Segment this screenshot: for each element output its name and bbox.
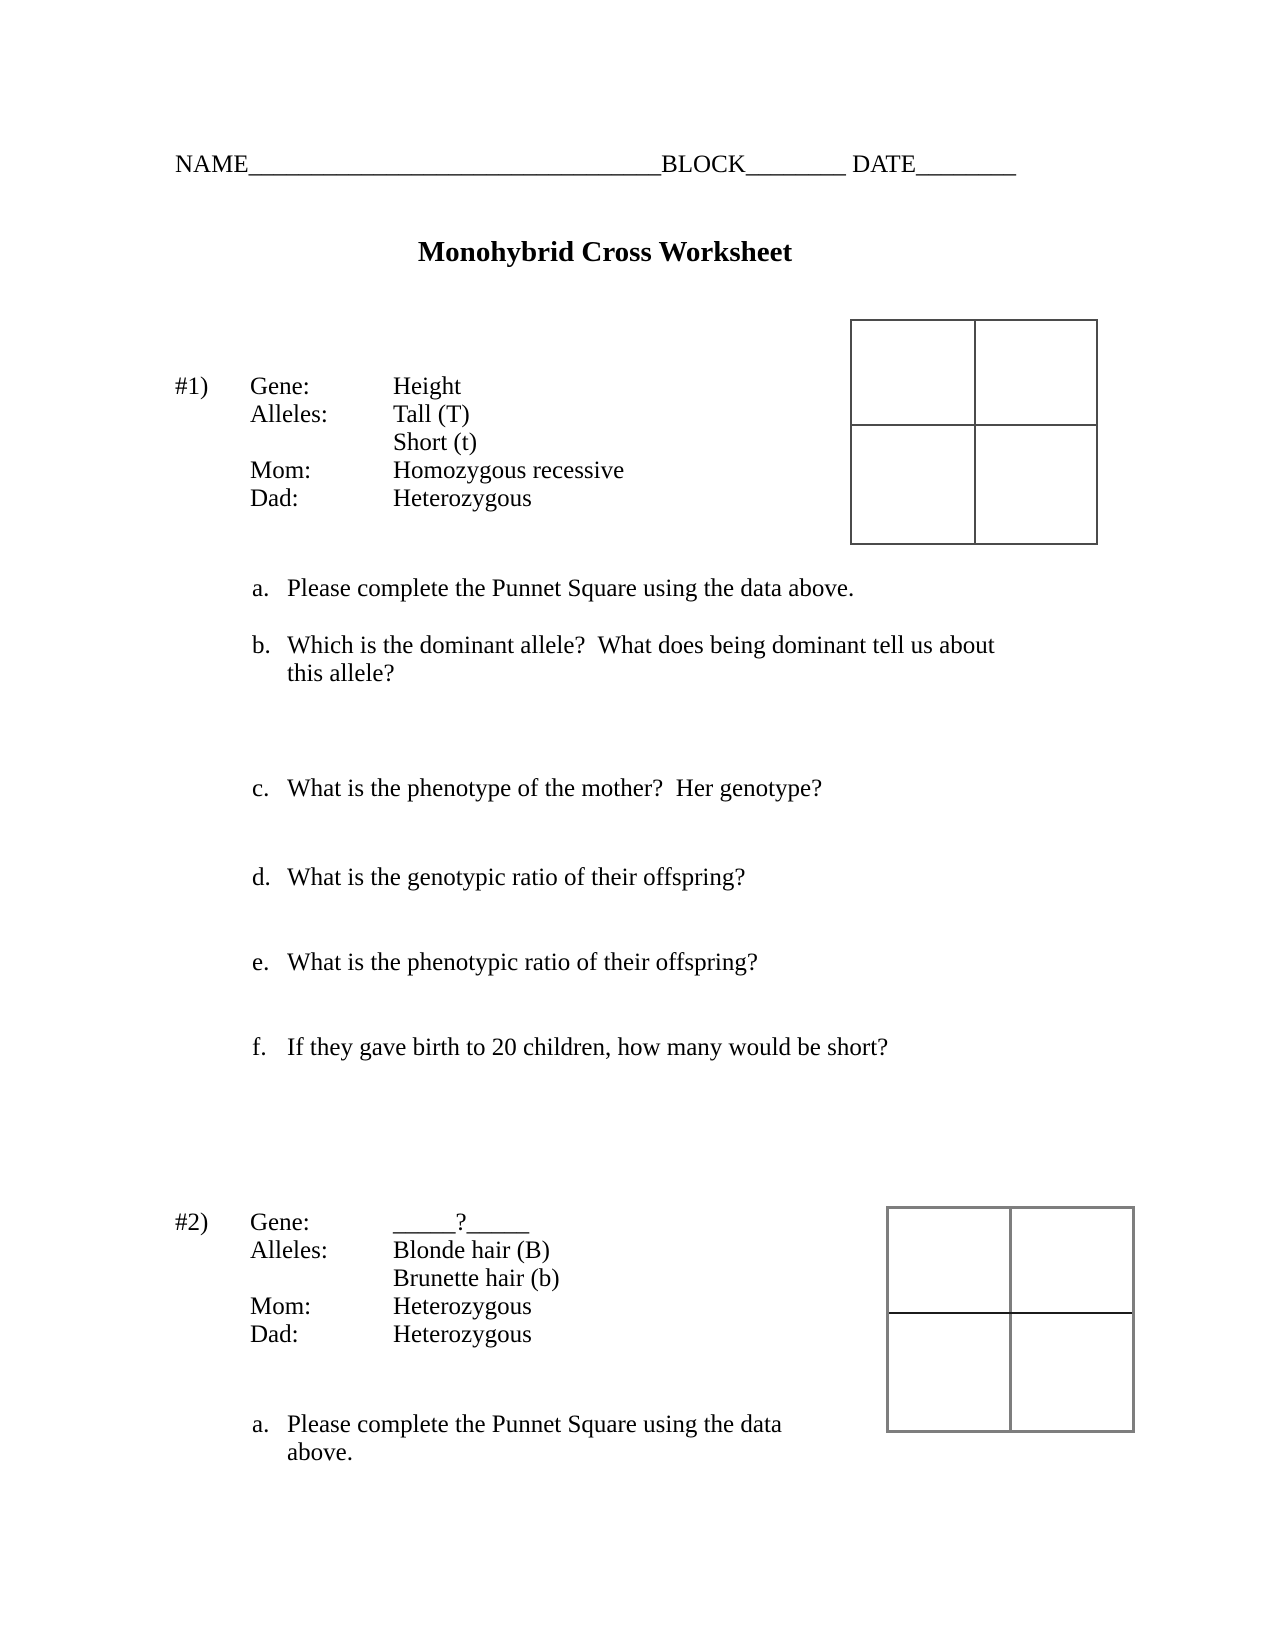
question-text: If they gave birth to 20 children, how many would be short?: [287, 1034, 889, 1061]
info-value: Short (t): [393, 429, 478, 456]
info-value: Heterozygous: [393, 1321, 532, 1348]
info-value: Homozygous recessive: [393, 457, 625, 484]
problem-1-info: [175, 373, 624, 513]
info-value: Brunette hair (b): [393, 1265, 560, 1292]
punnett-1-cell-bottom-right: [974, 432, 1096, 543]
question-1d: [252, 864, 745, 892]
info-row: [250, 1209, 560, 1237]
info-label: Gene:: [250, 373, 310, 400]
punnett-square-1: [850, 319, 1098, 545]
punnett-1-cell-top-right: [974, 321, 1096, 432]
punnett-square-2: [886, 1206, 1135, 1433]
info-row: [250, 485, 624, 513]
problem-2-number: #2): [175, 1209, 209, 1236]
question-marker: b.: [252, 632, 271, 659]
punnett-2-cell-bottom-left: [889, 1320, 1011, 1431]
question-1b: [252, 632, 1017, 688]
info-row: [250, 457, 624, 485]
punnett-2-cell-top-right: [1011, 1209, 1133, 1320]
info-row: [250, 1293, 560, 1321]
info-row: [250, 401, 624, 429]
info-row: [250, 1321, 560, 1349]
info-row: [250, 1265, 560, 1293]
info-value: Height: [393, 373, 462, 400]
info-value: Tall (T): [393, 401, 470, 428]
punnett-1-cell-bottom-left: [852, 432, 974, 543]
question-marker: a.: [252, 1411, 270, 1438]
question-marker: d.: [252, 864, 271, 891]
question-text: Which is the dominant allele? What does being dominant tell us about this allele?: [287, 632, 1001, 687]
page-title: Monohybrid Cross Worksheet: [417, 236, 793, 268]
problem-1-rows: [250, 373, 624, 513]
question-1e: [252, 949, 758, 977]
problem-1-number: #1): [175, 373, 209, 400]
info-label: [250, 429, 393, 457]
info-value: Heterozygous: [393, 485, 532, 512]
info-value: Blonde hair (B): [393, 1237, 550, 1264]
info-label: Dad:: [250, 1321, 299, 1348]
info-value: Heterozygous: [393, 1293, 532, 1320]
question-text: Please complete the Punnet Square using the data above.: [287, 1411, 789, 1466]
question-1f: [252, 1034, 888, 1062]
info-value: _____?_____: [393, 1209, 530, 1236]
question-marker: c.: [252, 775, 270, 802]
question-marker: a.: [252, 575, 270, 602]
punnett-1-cell-top-left: [852, 321, 974, 432]
info-label: Mom:: [250, 1293, 312, 1320]
info-label: Dad:: [250, 485, 299, 512]
info-label: Gene:: [250, 1209, 310, 1236]
info-label: Mom:: [250, 457, 312, 484]
question-marker: f.: [252, 1034, 267, 1061]
info-row: [250, 1237, 560, 1265]
question-1a: [252, 575, 854, 603]
info-row: [250, 429, 624, 457]
question-text: What is the phenotype of the mother? Her genotype?: [287, 775, 823, 802]
problem-2-rows: [250, 1209, 560, 1349]
question-text: What is the genotypic ratio of their offspring?: [287, 864, 746, 891]
question-1c: [252, 775, 822, 803]
question-text: Please complete the Punnet Square using the data above.: [287, 575, 855, 602]
info-label: [250, 1265, 393, 1293]
info-row: [250, 373, 624, 401]
question-marker: e.: [252, 949, 270, 976]
punnett-2-cell-bottom-right: [1011, 1320, 1133, 1431]
punnett-2-cell-top-left: [889, 1209, 1011, 1320]
problem-2-info: [175, 1209, 560, 1349]
name-block-date-line: NAME_________________________________BLOCK________ DATE________: [175, 151, 1016, 178]
info-label: Alleles:: [250, 401, 328, 428]
info-label: Alleles:: [250, 1237, 328, 1264]
question-2a: [252, 1411, 842, 1467]
question-text: What is the phenotypic ratio of their offspring?: [287, 949, 758, 976]
